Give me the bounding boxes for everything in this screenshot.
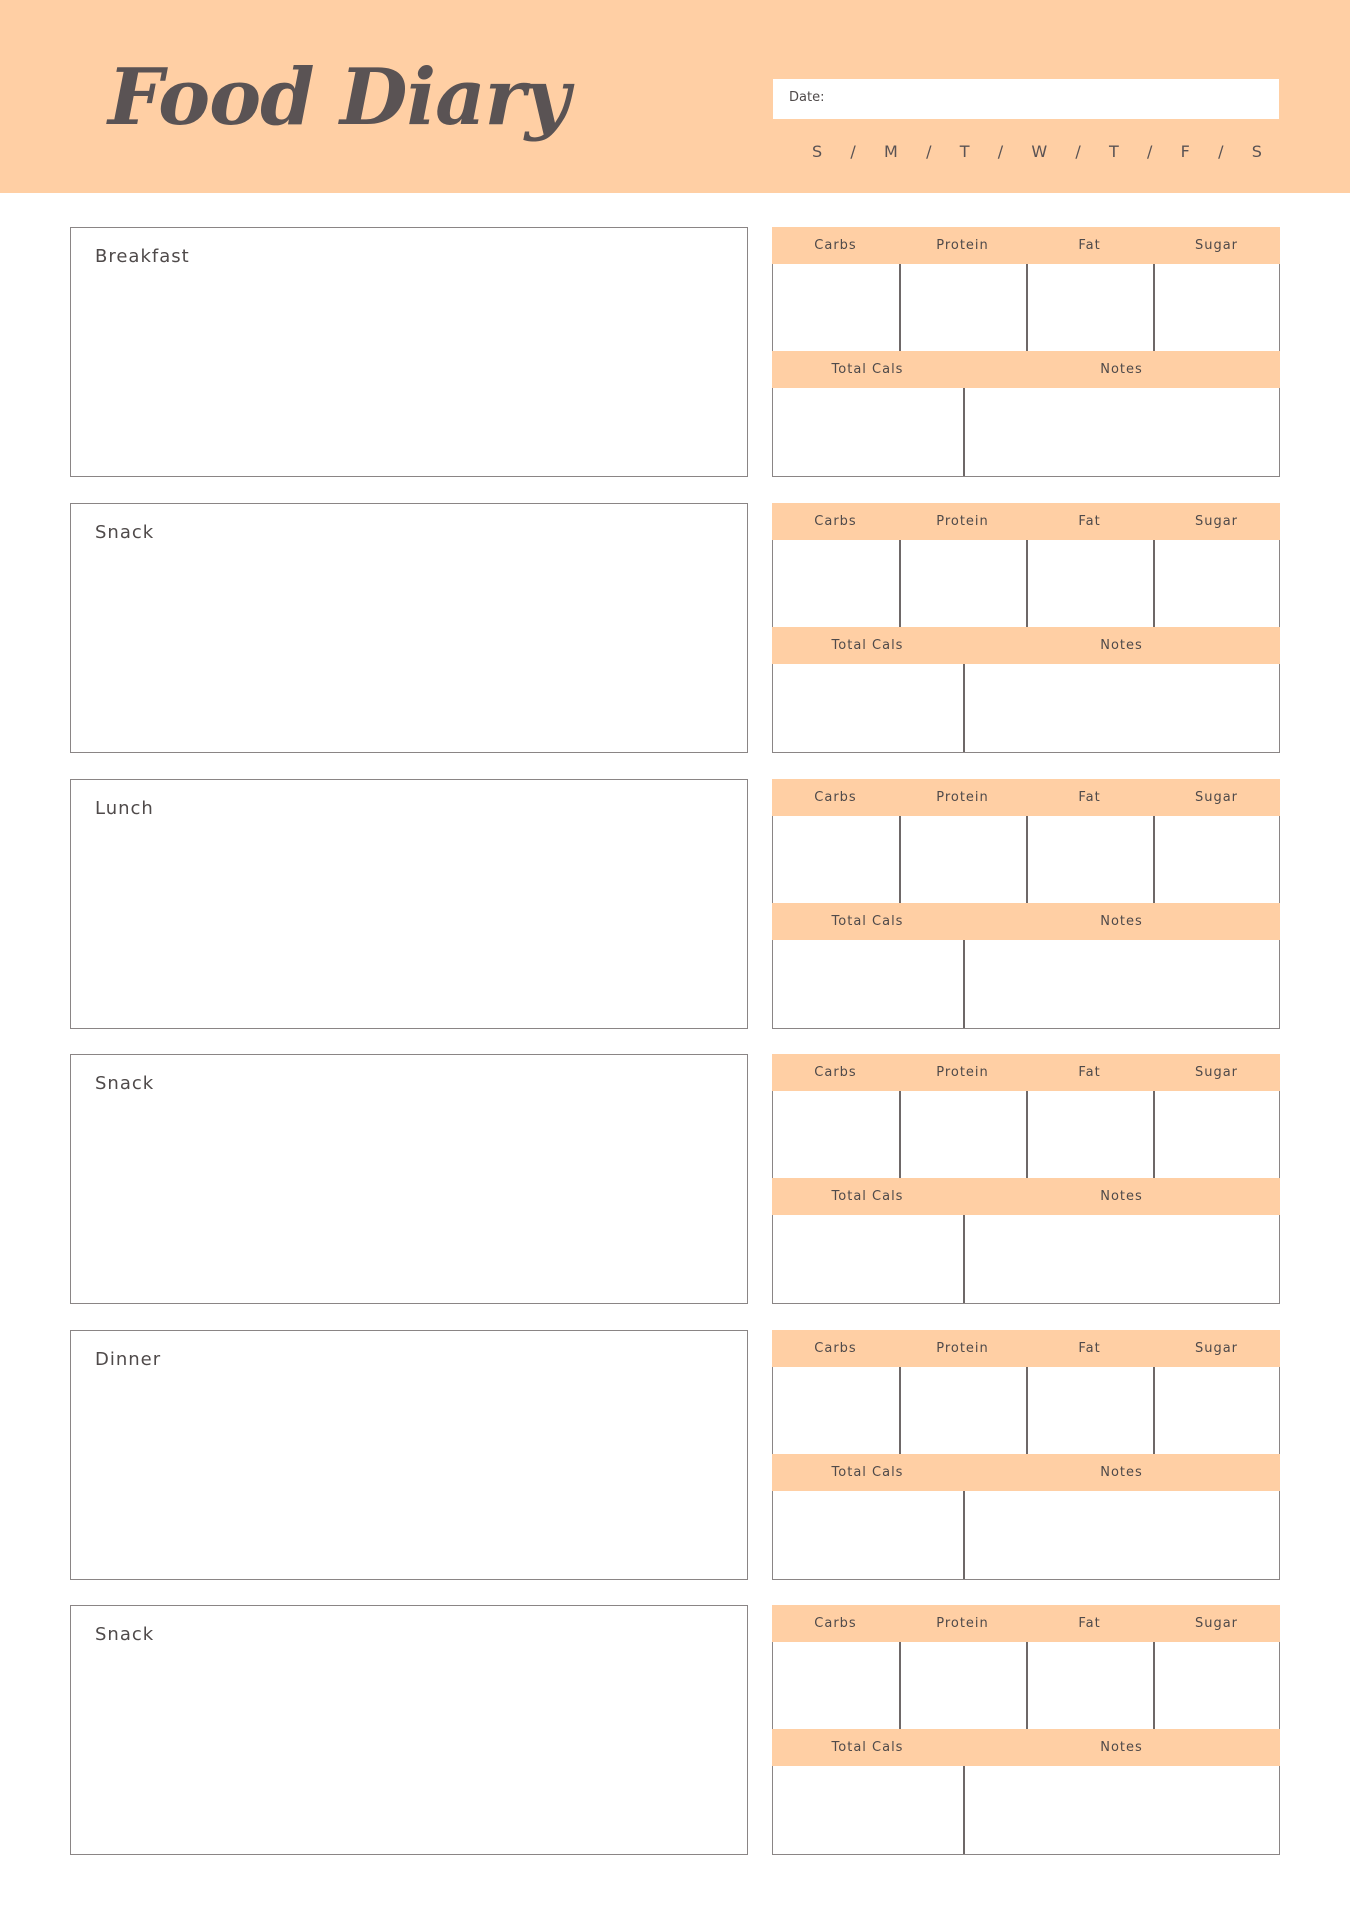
cell-divider [899,540,901,627]
total-cals-header: Total Cals [831,638,904,653]
meal-box-dinner[interactable] [70,1330,748,1580]
totals-header-row [772,351,1280,388]
cell-divider [963,1215,965,1303]
cell-divider [1153,1367,1155,1454]
day-friday[interactable]: F [1180,141,1190,161]
cell-divider [1026,264,1028,351]
meal-label: Snack [95,1624,155,1645]
cell-divider [963,940,965,1028]
carbs-header: Carbs [814,1616,857,1631]
cell-divider [1026,1367,1028,1454]
totals-header-row [772,1178,1280,1215]
nutrient-header-row [772,1330,1280,1367]
cell-divider [963,388,965,476]
nutrition-table [772,503,1280,753]
nutrition-table [772,1054,1280,1304]
meal-label: Breakfast [95,246,190,267]
date-field[interactable] [773,79,1279,119]
totals-header-row [772,1454,1280,1491]
carbs-header: Carbs [814,1065,857,1080]
cell-divider [899,1642,901,1729]
protein-header: Protein [936,1065,989,1080]
sugar-header: Sugar [1194,1065,1239,1080]
day-separator: / [1218,141,1224,161]
meal-label: Dinner [95,1349,162,1370]
cell-divider [1026,816,1028,903]
meal-box-snack[interactable] [70,1054,748,1304]
meal-box-snack[interactable] [70,503,748,753]
totals-header-row [772,903,1280,940]
sugar-header: Sugar [1194,1341,1239,1356]
total-cals-header: Total Cals [831,914,904,929]
meal-label: Snack [95,1073,155,1094]
nutrient-header-row [772,227,1280,264]
notes-header: Notes [1100,1189,1143,1204]
carbs-header: Carbs [814,1341,857,1356]
cell-divider [1026,540,1028,627]
carbs-header: Carbs [814,790,857,805]
protein-header: Protein [936,1341,989,1356]
notes-header: Notes [1100,914,1143,929]
day-wednesday[interactable]: W [1031,141,1048,161]
fat-header: Fat [1078,238,1101,253]
day-saturday[interactable]: S [1251,141,1262,161]
protein-header: Protein [936,790,989,805]
meal-label: Lunch [95,798,154,819]
day-tuesday[interactable]: T [959,141,970,161]
cell-divider [1026,1091,1028,1178]
nutrient-header-row [772,503,1280,540]
nutrition-table [772,1605,1280,1855]
day-separator: / [850,141,856,161]
carbs-header: Carbs [814,514,857,529]
nutrient-header-row [772,1054,1280,1091]
nutrient-header-row [772,1605,1280,1642]
day-separator: / [1147,141,1153,161]
day-separator: / [926,141,932,161]
header-banner [0,0,1350,193]
sugar-header: Sugar [1194,238,1239,253]
cell-divider [899,816,901,903]
totals-header-row [772,1729,1280,1766]
protein-header: Protein [936,514,989,529]
cell-divider [1153,1091,1155,1178]
protein-header: Protein [936,238,989,253]
cell-divider [899,1367,901,1454]
cell-divider [963,1491,965,1579]
date-label: Date: [789,90,825,105]
nutrition-table [772,227,1280,477]
sugar-header: Sugar [1194,1616,1239,1631]
notes-header: Notes [1100,1740,1143,1755]
nutrition-table [772,779,1280,1029]
sugar-header: Sugar [1194,514,1239,529]
cell-divider [963,1766,965,1854]
cell-divider [963,664,965,752]
nutrition-table [772,1330,1280,1580]
total-cals-header: Total Cals [831,1740,904,1755]
cell-divider [1026,1642,1028,1729]
meal-box-lunch[interactable] [70,779,748,1029]
meal-label: Snack [95,522,155,543]
meal-box-snack[interactable] [70,1605,748,1855]
cell-divider [899,264,901,351]
sugar-header: Sugar [1194,790,1239,805]
notes-header: Notes [1100,362,1143,377]
weekday-selector [812,139,1262,163]
carbs-header: Carbs [814,238,857,253]
protein-header: Protein [936,1616,989,1631]
day-monday[interactable]: M [884,141,898,161]
fat-header: Fat [1078,514,1101,529]
day-thursday[interactable]: T [1109,141,1119,161]
nutrient-header-row [772,779,1280,816]
fat-header: Fat [1078,1341,1101,1356]
day-separator: / [1075,141,1081,161]
notes-header: Notes [1100,1465,1143,1480]
day-sunday[interactable]: S [812,141,823,161]
meal-box-breakfast[interactable] [70,227,748,477]
total-cals-header: Total Cals [831,1465,904,1480]
cell-divider [899,1091,901,1178]
fat-header: Fat [1078,1616,1101,1631]
total-cals-header: Total Cals [831,362,904,377]
cell-divider [1153,1642,1155,1729]
cell-divider [1153,264,1155,351]
day-separator: / [997,141,1004,161]
totals-header-row [772,627,1280,664]
cell-divider [1153,540,1155,627]
notes-header: Notes [1100,638,1143,653]
fat-header: Fat [1078,790,1101,805]
total-cals-header: Total Cals [831,1189,904,1204]
cell-divider [1153,816,1155,903]
fat-header: Fat [1078,1065,1101,1080]
page-title: Food Diary [108,52,570,143]
